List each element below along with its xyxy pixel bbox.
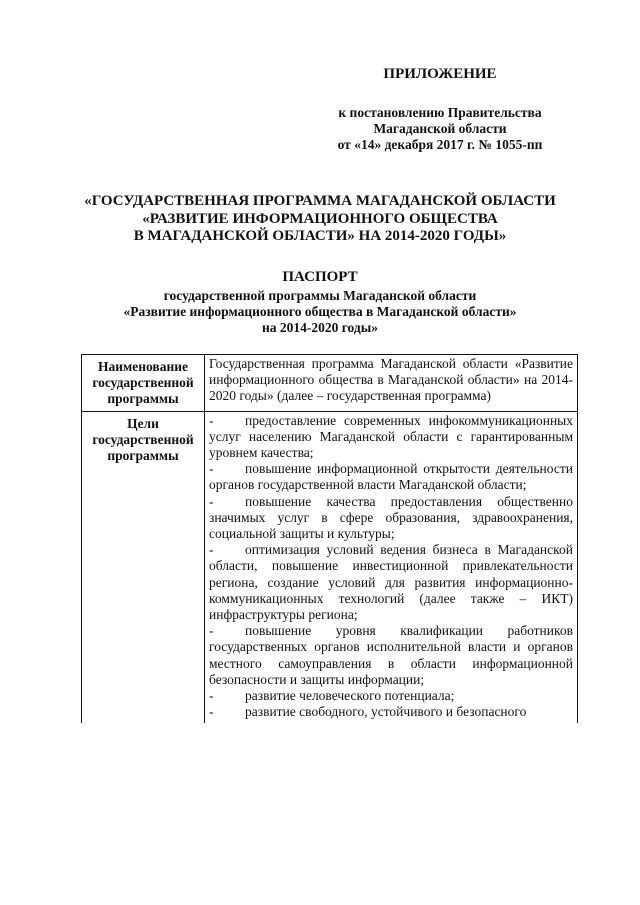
list-bullet: -	[209, 688, 214, 704]
program-title-line: «РАЗВИТИЕ ИНФОРМАЦИОННОГО ОБЩЕСТВА	[142, 210, 498, 227]
passport-table	[81, 354, 578, 723]
appendix-title: ПРИЛОЖЕНИЕ	[383, 66, 497, 82]
row-value: Государственная программа Магаданской области «Развитие информационного общества в Магаданской области» на 2014-2020 годы» (далее – государственная программа)	[205, 355, 578, 412]
appendix-line: к постановлению Правительства	[338, 105, 542, 120]
program-title-line: «ГОСУДАРСТВЕННАЯ ПРОГРАММА МАГАДАНСКОЙ ОБЛАСТИ	[84, 193, 556, 209]
list-item	[209, 542, 573, 623]
list-item-text: повышение качества предоставления общественно значимых услуг в сфере образования, здравоохранения, социальной защиты и культуры;	[209, 493, 573, 542]
passport-title: ПАСПОРТ	[282, 269, 358, 285]
list-item	[209, 494, 573, 543]
passport-subtitle-line: на 2014-2020 годы»	[261, 320, 379, 335]
list-item-text: оптимизация условий ведения бизнеса в Магаданской области, повышение инвестиционной привлекательности региона, создание условий для развития информационно-коммуникационных технологий (далее также – ИКТ) инфраструктуры региона;	[209, 542, 573, 623]
list-item	[209, 461, 573, 493]
row-label: Цели государственной программы	[82, 411, 205, 723]
program-title-line: В МАГАДАНСКОЙ ОБЛАСТИ» НА 2014-2020 ГОДЫ»	[133, 228, 507, 244]
list-item	[209, 413, 573, 462]
list-item-text: развитие свободного, устойчивого и безопасного	[245, 704, 527, 720]
passport-subtitle-line: «Развитие информационного общества в Магаданской области»	[123, 304, 517, 319]
list-bullet: -	[209, 493, 214, 509]
row-label: Наименование государственной программы	[82, 355, 205, 412]
list-bullet: -	[209, 461, 214, 477]
passport-subtitle-line: государственной программы Магаданской области	[163, 288, 477, 303]
list-item	[209, 704, 573, 720]
table-row	[82, 355, 578, 412]
appendix-reference	[300, 105, 580, 153]
list-bullet: -	[209, 542, 214, 558]
passport-subtitle	[40, 288, 600, 336]
list-item-text: развитие человеческого потенциала;	[245, 688, 455, 704]
appendix-line: от «14» декабря 2017 г. № 1055-пп	[337, 137, 543, 152]
list-item-text: предоставление современных инфокоммуникационных услуг населению Магаданской области с гарантированным уровнем качества;	[209, 412, 573, 461]
list-bullet: -	[209, 704, 214, 720]
table-row	[82, 411, 578, 723]
list-item	[209, 688, 573, 704]
list-bullet: -	[209, 412, 214, 428]
list-item-text: повышение информационной открытости деятельности органов государственной власти Магаданской области;	[209, 461, 573, 493]
program-title	[40, 193, 600, 246]
list-item	[209, 623, 573, 688]
list-item-text: повышение уровня квалификации работников государственных органов исполнительной власти и органов местного самоуправления в области информационной безопасности и защиты информации;	[209, 623, 573, 687]
appendix-line: Магаданской области	[373, 121, 507, 136]
row-value	[205, 411, 578, 723]
list-bullet: -	[209, 623, 214, 639]
